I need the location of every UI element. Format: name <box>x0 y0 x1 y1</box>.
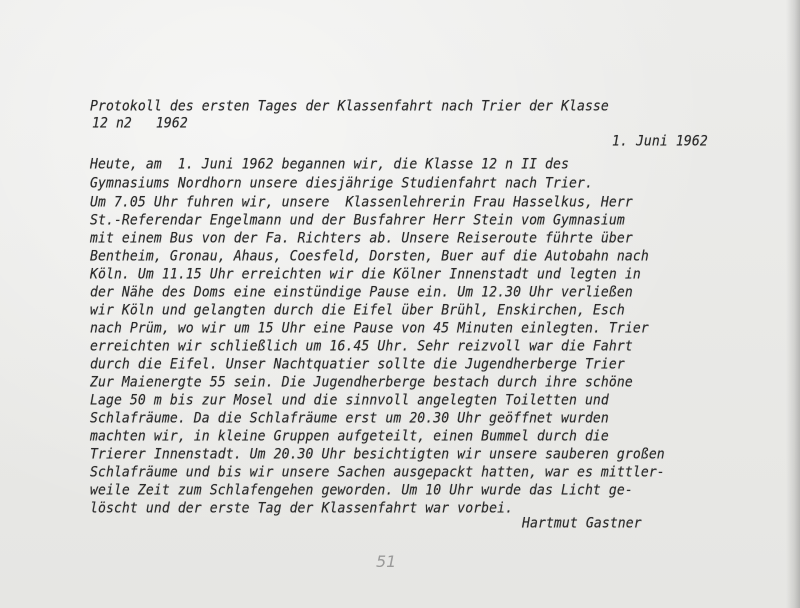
document-title: Protokoll des ersten Tages der Klassenfahrt nach Trier der Klasse <box>90 99 609 115</box>
body-line: St.-Referendar Engelmann und der Busfahrer Herr Stein vom Gymnasium <box>90 213 625 229</box>
document-subtitle: 12 n2 1962 <box>92 116 188 132</box>
body-line: wir Köln und gelangten durch die Eifel über Brühl, Enskirchen, Esch <box>90 303 625 319</box>
body-line: Gymnasiums Nordhorn unsere diesjährige Studienfahrt nach Trier. <box>90 176 593 192</box>
body-line: der Nähe des Doms eine einstündige Pause ein. Um 12.30 Uhr verließen <box>90 285 633 301</box>
body-line: nach Prüm, wo wir um 15 Uhr eine Pause von 45 Minuten einlegten. Trier <box>90 321 649 337</box>
body-line: Bentheim, Gronau, Ahaus, Coesfeld, Dorsten, Buer auf die Autobahn nach <box>90 249 649 265</box>
body-line: mit einem Bus von der Fa. Richters ab. Unsere Reiseroute führte über <box>90 231 633 247</box>
body-line: weile Zeit zum Schlafengehen geworden. Um 10 Uhr wurde das Licht ge- <box>90 483 633 499</box>
body-line: Zur Maienergte 55 sein. Die Jugendherberge bestach durch ihre schöne <box>90 375 633 391</box>
body-line: machten wir, in kleine Gruppen aufgeteilt, einen Bummel durch die <box>90 429 609 445</box>
body-line: Um 7.05 Uhr fuhren wir, unsere Klassenlehrerin Frau Hasselkus, Herr <box>90 195 633 211</box>
body-line: Lage 50 m bis zur Mosel und die sinnvoll angelegten Toiletten und <box>90 393 609 409</box>
document-date: 1. Juni 1962 <box>612 134 708 150</box>
page-number-mark: 51 <box>376 552 397 571</box>
body-line: löscht und der erste Tag der Klassenfahrt war vorbei. <box>90 501 514 517</box>
body-line: Köln. Um 11.15 Uhr erreichten wir die Kölner Innenstadt und legten in <box>90 267 641 283</box>
page-edge-shadow <box>786 0 800 608</box>
body-line: Schlafräume und bis wir unsere Sachen ausgepackt hatten, war es mittler- <box>90 465 665 481</box>
body-line: Schlafräume. Da die Schlafräume erst um 20.30 Uhr geöffnet wurden <box>90 411 609 427</box>
body-line: Trierer Innenstadt. Um 20.30 Uhr besichtigten wir unsere sauberen großen <box>90 447 665 463</box>
body-line: Heute, am 1. Juni 1962 begannen wir, die Klasse 12 n II des <box>90 157 569 173</box>
body-line: erreichten wir schließlich um 16.45 Uhr. Sehr reizvoll war die Fahrt <box>90 339 633 355</box>
author-signature: Hartmut Gastner <box>522 516 642 532</box>
body-line: durch die Eifel. Unser Nachtquatier sollte die Jugendherberge Trier <box>90 357 625 373</box>
